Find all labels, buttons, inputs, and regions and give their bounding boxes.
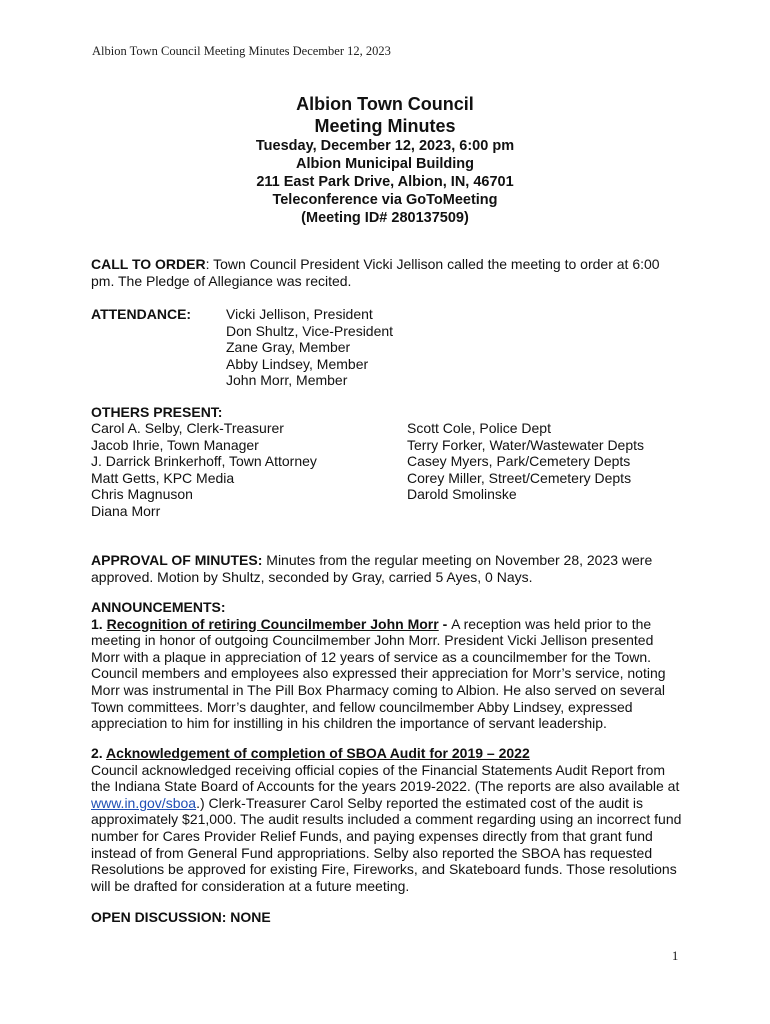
announcement-heading: Acknowledgement of completion of SBOA Audit for 2019 – 2022	[106, 745, 530, 761]
attendee: Vicki Jellison, President	[226, 306, 373, 322]
others-present-item: Darold Smolinske	[407, 486, 517, 503]
announcements-label: ANNOUNCEMENTS:	[91, 599, 226, 615]
others-present-item: Casey Myers, Park/Cemetery Depts	[407, 453, 631, 470]
open-discussion: OPEN DISCUSSION: NONE	[91, 909, 271, 925]
announcement-text: Town committees. Morr’s daughter, and fellow councilmember Abby Lindsey, expressed	[91, 698, 633, 715]
attendance-label: ATTENDANCE:	[91, 306, 192, 322]
meeting-location: Albion Municipal Building	[295, 156, 474, 172]
call-to-order-text-1: : Town Council President Vicki Jellison called the meeting to order at 6:00	[205, 256, 660, 272]
meeting-address: 211 East Park Drive, Albion, IN, 46701	[256, 174, 514, 190]
others-present-item: Jacob Ihrie, Town Manager	[91, 436, 259, 453]
announcement-text: number for Cares Provider Relief Funds, and paying expenses directly from that grant fund	[91, 827, 653, 844]
announcement-text: instead of from General Fund appropriations. Selby also reported the SBOA has requested	[91, 844, 653, 861]
sboa-link[interactable]: www.in.gov/sboa	[91, 794, 197, 811]
others-present-item: Chris Magnuson	[91, 486, 193, 503]
announcement-text: Council members and employees also expressed their appreciation for Morr’s service, noting	[91, 665, 666, 682]
document-title: Albion Town Council	[296, 94, 474, 114]
announcement-heading: Recognition of retiring Councilmember John Morr	[106, 615, 439, 632]
call-to-order-section	[91, 256, 681, 289]
announcement-text: will be drafted for consideration at a future meeting.	[91, 877, 410, 894]
call-to-order-label: CALL TO ORDER	[91, 256, 206, 272]
teleconference-note: Teleconference via GoToMeeting	[272, 192, 498, 208]
meeting-id: (Meeting ID# 280137509)	[301, 210, 469, 226]
approval-section	[91, 552, 681, 585]
attendee: Don Shultz, Vice-President	[226, 322, 394, 339]
announcement-text: appreciation to him for instilling in his children the importance of servant leadership.	[91, 715, 607, 732]
announcement-text: .) Clerk-Treasurer Carol Selby reported the estimated cost of the audit is	[196, 794, 643, 811]
item-number: 1.	[91, 615, 107, 632]
announcement-text: Morr with a plaque in appreciation of 12 years of service as a councilmember for the Town.	[91, 648, 652, 665]
heading-dash: -	[438, 615, 452, 632]
call-to-order-text-2: pm. The Pledge of Allegiance was recited.	[91, 272, 352, 289]
announcement-text: Morr was instrumental in The Pill Box Pharmacy coming to Albion. He also served on several	[91, 681, 665, 698]
document-subtitle: Meeting Minutes	[314, 115, 456, 136]
announcement-text: A reception was held prior to the	[451, 615, 652, 632]
running-header: Albion Town Council Meeting Minutes December 12, 2023	[92, 44, 391, 58]
attendance-list	[226, 306, 393, 389]
page-number: 1	[672, 949, 679, 963]
others-present-item: Diana Morr	[91, 502, 161, 519]
attendee: Zane Gray, Member	[226, 339, 351, 356]
others-present-right-column	[407, 420, 644, 503]
item-number: 2.	[91, 745, 107, 761]
title-block	[0, 94, 770, 227]
meeting-date: Tuesday, December 12, 2023, 6:00 pm	[255, 138, 515, 154]
others-present-item: Carol A. Selby, Clerk-Treasurer	[91, 420, 284, 436]
others-present-item: J. Darrick Brinkerhoff, Town Attorney	[91, 453, 317, 470]
announcement-text: approximately $21,000. The audit results included a comment regarding using an incorrect fund	[91, 811, 682, 828]
others-present-item: Terry Forker, Water/Wastewater Depts	[407, 436, 645, 453]
announcement-text: Resolutions be approved for existing Fire, Fireworks, and Skateboard funds. Those resolutions	[91, 861, 677, 878]
approval-text-2: approved. Motion by Shultz, seconded by Gray, carried 5 Ayes, 0 Nays.	[91, 568, 533, 585]
others-present-label: OTHERS PRESENT:	[91, 404, 223, 420]
announcement-text: Council acknowledged receiving official copies of the Financial Statements Audit Report from	[91, 761, 666, 778]
attendee: Abby Lindsey, Member	[226, 355, 369, 372]
announcement-text: meeting in honor of outgoing Councilmember John Morr. President Vicki Jellison presented	[91, 632, 654, 649]
announcement-item-2	[91, 745, 681, 894]
others-present-item: Scott Cole, Police Dept	[407, 420, 551, 436]
announcement-text: the Indiana State Board of Accounts for the years 2019-2022. (The reports are also available at	[91, 778, 680, 795]
approval-label: APPROVAL OF MINUTES:	[91, 552, 263, 568]
announcements-section	[91, 599, 681, 732]
others-present-item: Corey Miller, Street/Cemetery Depts	[407, 469, 632, 486]
others-present-left-column	[91, 420, 317, 520]
approval-text-1: Minutes from the regular meeting on November 28, 2023 were	[262, 552, 653, 568]
attendee: John Morr, Member	[226, 372, 348, 389]
others-present-item: Matt Getts, KPC Media	[91, 469, 235, 486]
